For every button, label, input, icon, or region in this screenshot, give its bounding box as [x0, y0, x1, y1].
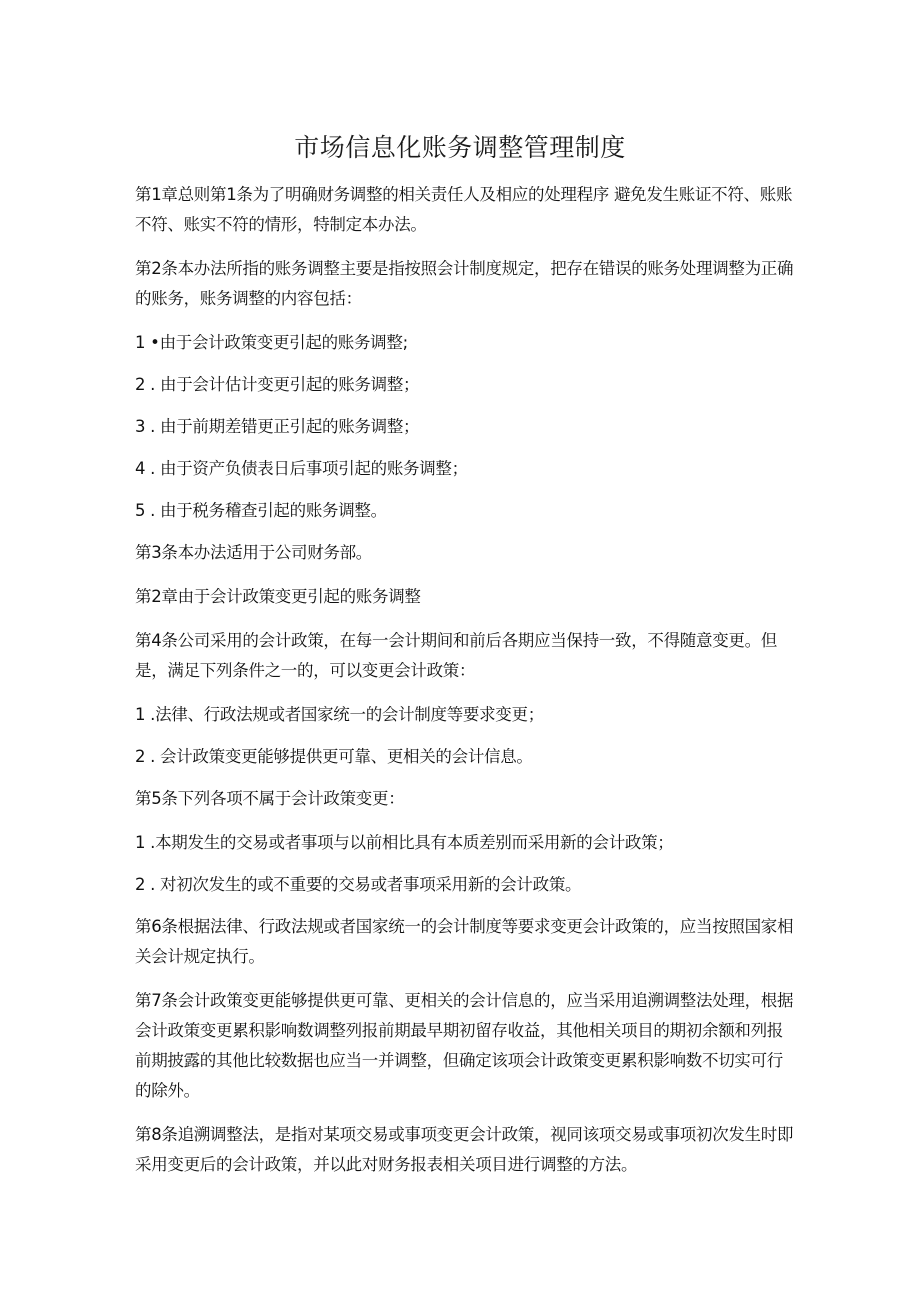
list-item: 1 .法律、行政法规或者国家统一的会计制度等要求变更； [135, 705, 544, 724]
document-body [135, 180, 795, 1194]
document-title: 市场信息化账务调整管理制度 [294, 133, 626, 162]
list-item: 5 . 由于税务稽查引起的账务调整。 [135, 501, 387, 520]
paragraph-article5: 第5条下列各项不属于会计政策变更： [135, 789, 405, 808]
list-item: 4 . 由于资产负债表日后事项引起的账务调整； [135, 459, 468, 478]
list-item: 2 . 对初次发生的或不重要的交易或者事项采用新的会计政策。 [135, 875, 582, 894]
list-item: 2 . 会计政策变更能够提供更可靠、更相关的会计信息。 [135, 747, 533, 766]
list-item: 2 . 由于会计估计变更引起的账务调整； [135, 375, 420, 394]
paragraph-chapter1-article1: 第1章总则第1条为了明确财务调整的相关责任人及相应的处理程序 避免发生账证不符、账账不符、账实不符的情形，特制定本办法。 [135, 185, 793, 234]
paragraph-article3: 第3条本办法适用于公司财务部。 [135, 543, 372, 562]
list-item: 3 . 由于前期差错更正引起的账务调整； [135, 417, 420, 436]
paragraph-article8: 第8条追溯调整法，是指对某项交易或事项变更会计政策，视同该项交易或事项初次发生时即采用变更后的会计政策，并以此对财务报表相关项目进行调整的方法。 [135, 1125, 794, 1174]
paragraph-article7: 第7条会计政策变更能够提供更可靠、更相关的会计信息的，应当采用追溯调整法处理，根据会计政策变更累积影响数调整列报前期最早期初留存收益，其他相关项目的期初余额和列报前期披露的其他比较数据也应当一并调整，但确定该项会计政策变更累积影响数不切实可行的除外。 [135, 991, 794, 1100]
chapter-heading-2: 第2章由于会计政策变更引起的账务调整 [135, 587, 421, 606]
paragraph-article6: 第6条根据法律、行政法规或者国家统一的会计制度等要求变更会计政策的，应当按照国家相关会计规定执行。 [135, 917, 794, 966]
list-item: 1 .本期发生的交易或者事项与以前相比具有本质差别而采用新的会计政策； [135, 833, 674, 852]
paragraph-article2: 第2条本办法所指的账务调整主要是指按照会计制度规定，把存在错误的账务处理调整为正确的账务，账务调整的内容包括： [135, 259, 794, 308]
list-item: 1 •由于会计政策变更引起的账务调整; [135, 333, 408, 352]
paragraph-article4: 第4条公司采用的会计政策，在每一会计期间和前后各期应当保持一致，不得随意变更。但是，满足下列条件之一的，可以变更会计政策： [135, 631, 777, 680]
